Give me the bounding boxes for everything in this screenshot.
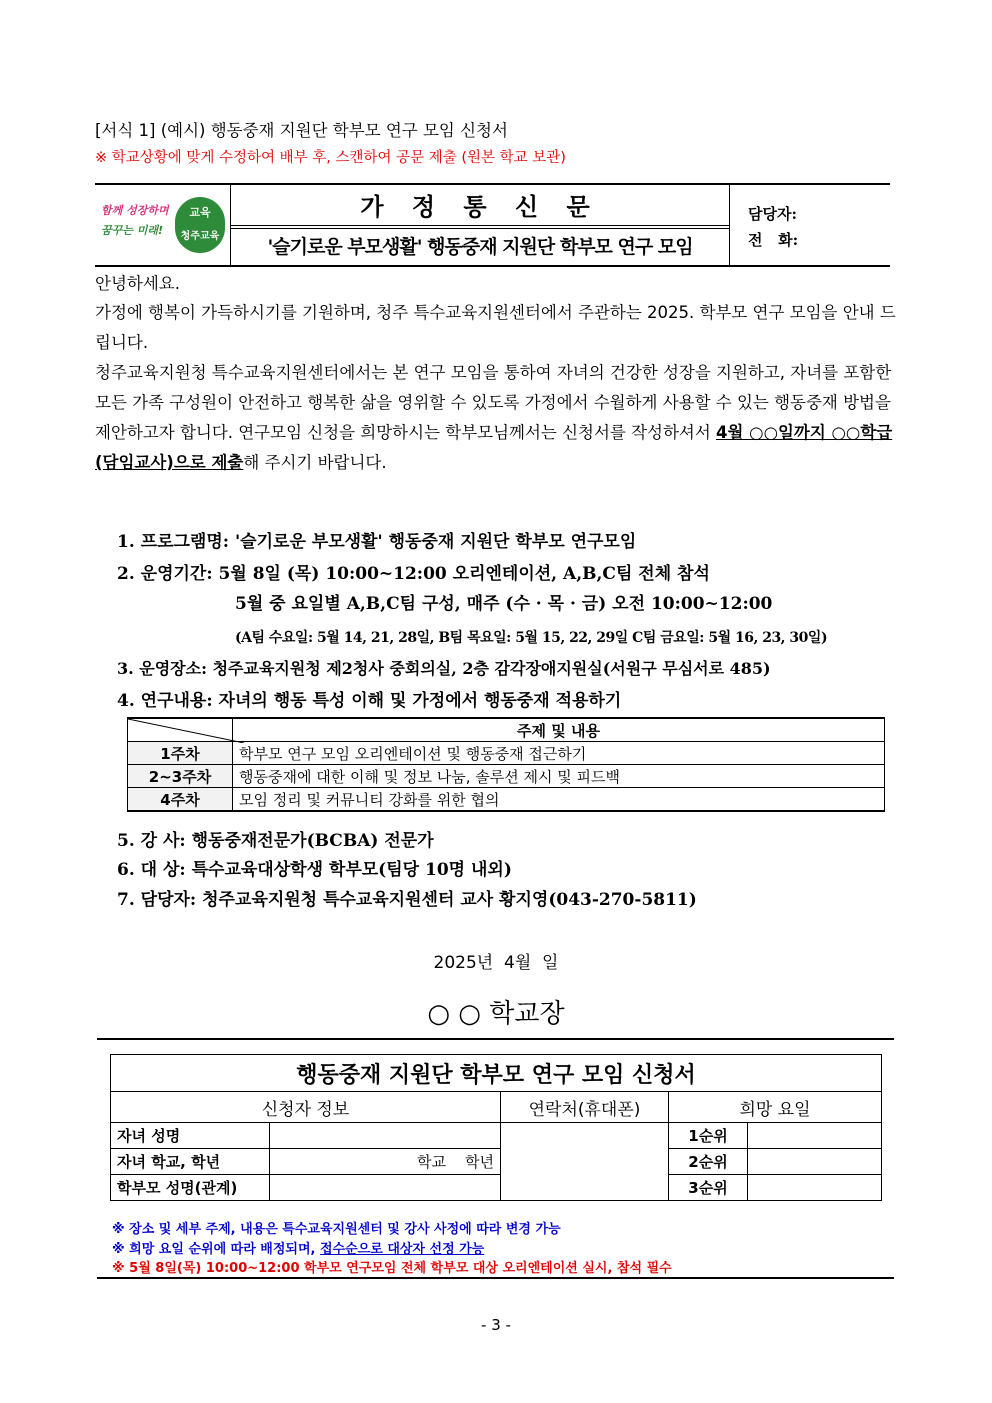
parent-name-field[interactable] bbox=[270, 1175, 501, 1201]
rank2-field[interactable] bbox=[748, 1149, 882, 1175]
divider-bottom bbox=[97, 1277, 894, 1279]
note-2-emph: 접수순으로 대상자 선정 가능 bbox=[320, 1242, 485, 1257]
rank1-label: 1순위 bbox=[669, 1123, 748, 1149]
manager-label: 담당자: bbox=[748, 205, 798, 223]
logo-text-4: 청주교육 bbox=[180, 231, 220, 242]
newsletter-header bbox=[95, 183, 890, 267]
item-contact: 7. 담당자: 청주교육지원청 특수교육지원센터 교사 황지영(043-270-5811) bbox=[117, 890, 697, 910]
item-lecturer: 5. 강 사: 행동중재전문가(BCBA) 전문가 bbox=[117, 831, 434, 851]
topic-header-label: 주제 및 내용 bbox=[233, 718, 885, 742]
week-content: 행동중재에 대한 이해 및 정보 나눔, 솔루션 제시 및 피드백 bbox=[233, 765, 885, 788]
rank3-field[interactable] bbox=[748, 1175, 882, 1201]
week-content: 모임 정리 및 커뮤니티 강화를 위한 협의 bbox=[233, 788, 885, 812]
note-2 bbox=[112, 1238, 484, 1257]
form-title: [서식 1] (예시) 행동중재 지원단 학부모 연구 모임 신청서 bbox=[95, 121, 508, 140]
contact-cell bbox=[730, 185, 890, 265]
child-name-label: 자녀 성명 bbox=[111, 1123, 270, 1149]
table-row bbox=[128, 788, 885, 812]
col-applicant: 신청자 정보 bbox=[111, 1092, 501, 1123]
col-day: 희망 요일 bbox=[669, 1092, 882, 1123]
note-2-text: ※ 희망 요일 순위에 따라 배정되며, bbox=[112, 1242, 320, 1257]
topic-table bbox=[127, 717, 885, 812]
paragraph-2 bbox=[95, 358, 900, 478]
paragraph-2-end: 해 주시기 바랍니다. bbox=[243, 453, 387, 472]
table-row bbox=[128, 742, 885, 765]
rank3-label: 3순위 bbox=[669, 1175, 748, 1201]
logo bbox=[95, 185, 230, 265]
contact-field[interactable] bbox=[501, 1123, 669, 1201]
diagonal-line bbox=[128, 719, 244, 743]
diagonal-cell bbox=[128, 718, 233, 742]
newsletter-subtitle: '슬기로운 부모생활' 행동중재 지원단 학부모 연구 모임 bbox=[267, 236, 693, 258]
item-target: 6. 대 상: 특수교육대상학생 학부모(팀당 10명 내외) bbox=[117, 860, 512, 880]
item-program-name: 1. 프로그램명: '슬기로운 부모생활' 행동중재 지원단 학부모 연구모임 bbox=[117, 532, 637, 552]
application-form bbox=[110, 1054, 882, 1201]
child-name-field[interactable] bbox=[270, 1123, 501, 1149]
logo-text-2: 꿈꾸는 미래! bbox=[101, 224, 163, 237]
paragraph-1: 가정에 행복이 가득하시기를 기원하며, 청주 특수교육지원센터에서 주관하는 2025. 학부모 연구 모임을 안내 드립니다. bbox=[95, 303, 896, 352]
deadline-text: 4월 ○○일까지 ○○학급(담임교사)으로 제출 bbox=[95, 423, 893, 472]
greeting: 안녕하세요. bbox=[95, 274, 180, 293]
title-cell bbox=[230, 185, 730, 265]
week-label: 4주차 bbox=[128, 788, 233, 812]
child-school-field[interactable]: 학교 학년 bbox=[270, 1149, 501, 1175]
col-contact: 연락처(휴대폰) bbox=[501, 1092, 669, 1123]
page-number: - 3 - bbox=[481, 1316, 511, 1334]
application-title: 행동중재 지원단 학부모 연구 모임 신청서 bbox=[111, 1055, 882, 1092]
note-3: ※ 5월 8일(목) 10:00~12:00 학부모 연구모임 전체 학부모 대상 오리엔테이션 실시, 참석 필수 bbox=[112, 1261, 672, 1276]
newsletter-title: 가 정 통 신 문 bbox=[360, 192, 600, 221]
child-school-label: 자녀 학교, 학년 bbox=[111, 1149, 270, 1175]
week-label: 1주차 bbox=[128, 742, 233, 765]
parent-name-label: 학부모 성명(관계) bbox=[111, 1175, 270, 1201]
week-content: 학부모 연구 모임 오리엔테이션 및 행동중재 접근하기 bbox=[233, 742, 885, 765]
item-content: 4. 연구내용: 자녀의 행동 특성 이해 및 가정에서 행동중재 적용하기 bbox=[117, 691, 622, 711]
item-period: 2. 운영기간: 5월 8일 (목) 10:00~12:00 오리엔테이션, A,B,C팀 전체 참석 bbox=[117, 564, 710, 584]
topic-table-header bbox=[128, 718, 885, 742]
paragraph-2-text: 청주교육지원청 특수교육지원센터에서는 본 연구 모임을 통하여 자녀의 건강한 성장을 지원하고, 자녀를 포함한 모든 가족 구성원이 안전하고 행복한 삶을 영위할 수 있도록 가정에서 수월하게 사용할 수 있는 행동중재 방법을 제안하고자 합니다. 연구모임 신청을 희망하시는 학부모님께서는 신청서를 작성하셔서 bbox=[95, 363, 892, 442]
item-venue: 3. 운영장소: 청주교육지원청 제2청사 중회의실, 2층 감각장애지원실(서원구 무심서로 485) bbox=[117, 659, 771, 678]
form-note: ※ 학교상황에 맞게 수정하여 배부 후, 스캔하여 공문 제출 (원본 학교 보관) bbox=[95, 150, 566, 166]
week-label: 2~3주차 bbox=[128, 765, 233, 788]
rank1-field[interactable] bbox=[748, 1123, 882, 1149]
item-period-teams: (A팀 수요일: 5월 14, 21, 28일, B팀 목요일: 5월 15, 22, 29일 C팀 금요일: 5월 16, 23, 30일) bbox=[235, 630, 828, 646]
phone-label: 전 화: bbox=[748, 231, 799, 249]
logo-text-1: 함께 성장하며 bbox=[101, 204, 169, 217]
divider-top bbox=[97, 1038, 894, 1040]
date-line: 2025년 4월 일 bbox=[433, 953, 559, 973]
table-row bbox=[128, 765, 885, 788]
principal-signature: ○ ○ 학교장 bbox=[427, 999, 565, 1029]
item-period-weekly: 5월 중 요일별 A,B,C팀 구성, 매주 (수 · 목 · 금) 오전 10:00~12:00 bbox=[235, 594, 773, 614]
rank2-label: 2순위 bbox=[669, 1149, 748, 1175]
note-1: ※ 장소 및 세부 주제, 내용은 특수교육지원센터 및 강사 사정에 따라 변경 가능 bbox=[112, 1222, 561, 1237]
logo-text-3: 교육 bbox=[189, 206, 211, 219]
